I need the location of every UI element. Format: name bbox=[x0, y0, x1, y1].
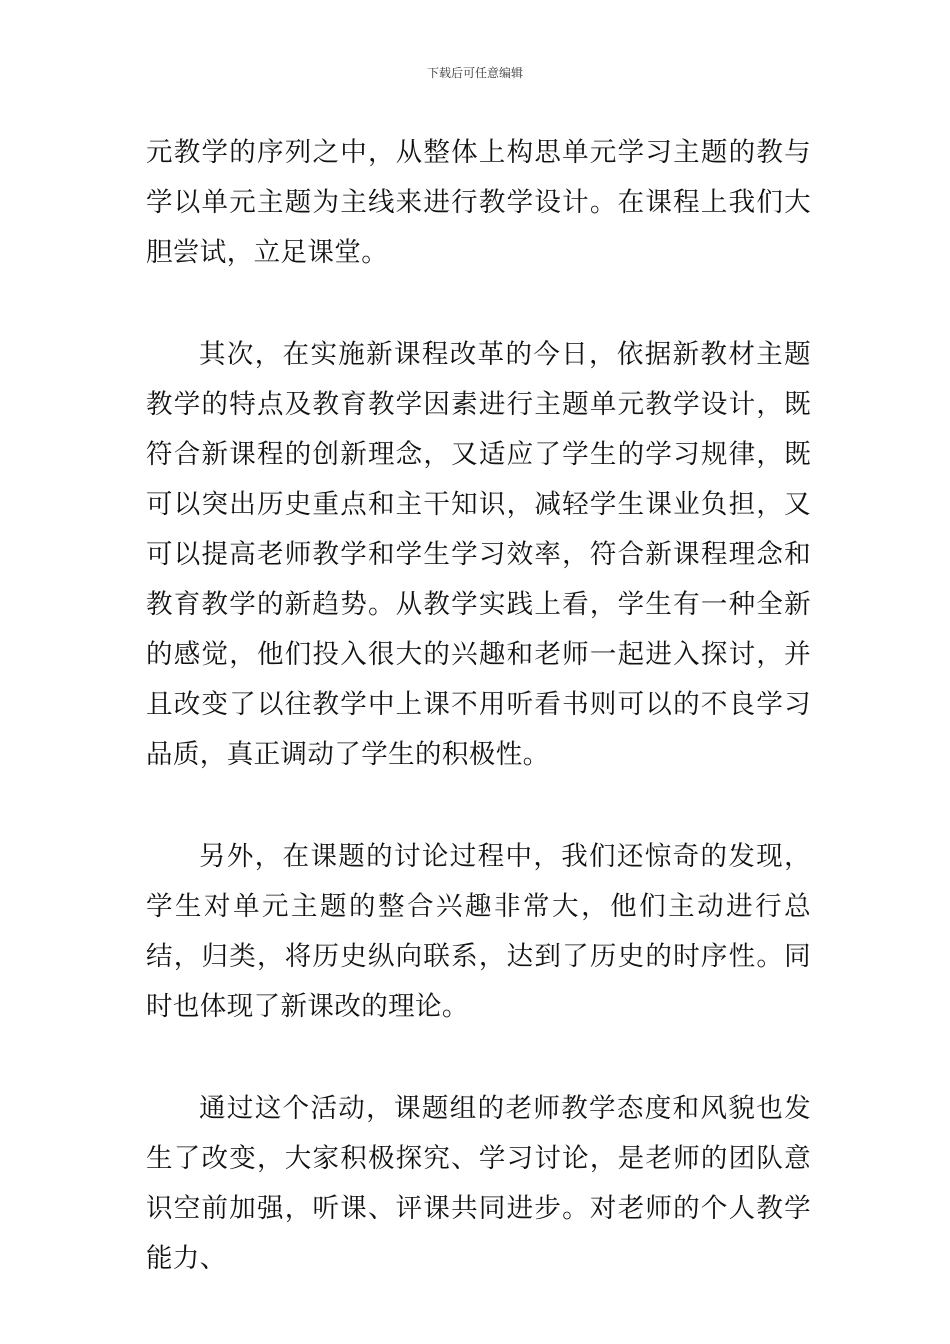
paragraph-additional-finding: 另外，在课题的讨论过程中，我们还惊奇的发现，学生对单元主题的整合兴趣非常大，他们主动进行总结，归类，将历史纵向联系，达到了历史的时序性。同时也体现了新课改的理论。 bbox=[146, 841, 811, 1022]
page-header: 下载后可任意编辑 bbox=[426, 66, 523, 80]
paragraph-teacher-change: 通过这个活动，课题组的老师教学态度和风貌也发生了改变，大家积极探究、学习讨论，是老师的团队意识空前加强，听课、评课共同进步。对老师的个人教学能力、 bbox=[146, 1093, 811, 1274]
paragraph-continuation: 元教学的序列之中，从整体上构思单元学习主题的教与学以单元主题为主线来进行教学设计。在课程上我们大胆尝试，立足课堂。 bbox=[146, 137, 811, 268]
document-body bbox=[146, 128, 811, 1284]
paragraph-second-point: 其次，在实施新课程改革的今日，依据新教材主题教学的特点及教育教学因素进行主题单元教学设计，既符合新课程的创新理念，又适应了学生的学习规律，既可以突出历史重点和主干知识，减轻学生课业负担，又可以提高老师教学和学生学习效率，符合新课程理念和教育教学的新趋势。从教学实践上看，学生有一种全新的感觉，他们投入很大的兴趣和老师一起进入探讨，并且改变了以往教学中上课不用听看书则可以的不良学习品质，真正调动了学生的积极性。 bbox=[146, 339, 811, 770]
